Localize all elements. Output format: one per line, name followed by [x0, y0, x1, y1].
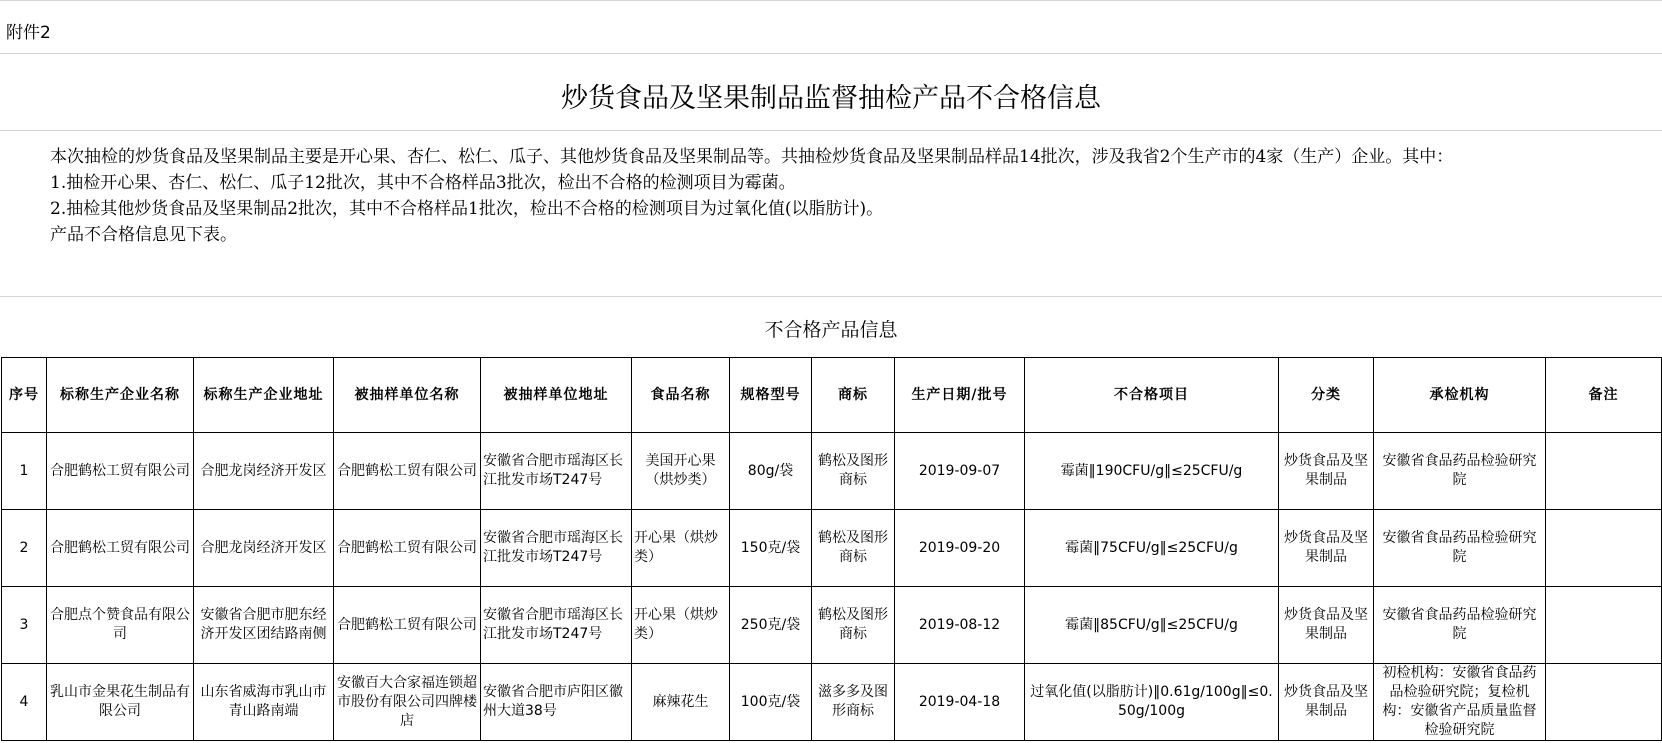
row-rule: [0, 296, 1662, 297]
cell-remarks: [1546, 587, 1662, 664]
intro-line-3: 2.抽检其他炒货食品及坚果制品2批次，其中不合格样品1批次，检出不合格的检测项目为过氧化值(以脂肪计)。: [50, 199, 884, 219]
cell-trademark: 鹤松及图形商标: [812, 587, 895, 664]
table-header-row: [2, 358, 1662, 433]
cell-category: 炒货食品及坚果制品: [1279, 664, 1374, 741]
cell-category: 炒货食品及坚果制品: [1279, 433, 1374, 510]
cell-sampled-unit-address: 安徽省合肥市庐阳区徽州大道38号: [481, 664, 632, 741]
cell-sampled-unit-address: 安徽省合肥市瑶海区长江批发市场T247号: [481, 433, 632, 510]
cell-nonconforming-item: 霉菌‖75CFU/g‖≤25CFU/g: [1025, 510, 1279, 587]
intro-text: [6, 144, 1654, 248]
table-row: [2, 510, 1662, 587]
cell-food-name: 开心果（烘炒类）: [632, 587, 730, 664]
col-header-manufacturer: 标称生产企业名称: [47, 358, 194, 433]
table-title: 不合格产品信息: [764, 319, 898, 341]
cell-production-date: 2019-04-18: [895, 664, 1025, 741]
intro-line-2: 1.抽检开心果、杏仁、松仁、瓜子12批次，其中不合格样品3批次，检出不合格的检测项目为霉菌。: [50, 173, 796, 193]
col-header-remarks: 备注: [1546, 358, 1662, 433]
col-header-index: 序号: [2, 358, 47, 433]
cell-food-name: 美国开心果（烘炒类）: [632, 433, 730, 510]
cell-testing-agency: 初检机构：安徽省食品药品检验研究院；复检机构：安徽省产品质量监督检验研究院: [1374, 664, 1546, 741]
cell-manufacturer-address: 山东省威海市乳山市青山路南端: [194, 664, 334, 741]
row-rule: [0, 130, 1662, 131]
cell-index: 1: [2, 433, 47, 510]
cell-index: 4: [2, 664, 47, 741]
cell-spec: 80g/袋: [730, 433, 812, 510]
intro-line-1: 本次抽检的炒货食品及坚果制品主要是开心果、杏仁、松仁、瓜子、其他炒货食品及坚果制品等。共抽检炒货食品及坚果制品样品14批次，涉及我省2个生产市的4家（生产）企业。其中：: [50, 147, 1454, 167]
cell-trademark: 滋多多及图形商标: [812, 664, 895, 741]
col-header-spec: 规格型号: [730, 358, 812, 433]
col-header-food-name: 食品名称: [632, 358, 730, 433]
cell-trademark: 鹤松及图形商标: [812, 433, 895, 510]
cell-production-date: 2019-09-07: [895, 433, 1025, 510]
cell-index: 2: [2, 510, 47, 587]
cell-food-name: 开心果（烘炒类）: [632, 510, 730, 587]
col-header-nonconforming-item: 不合格项目: [1025, 358, 1279, 433]
cell-manufacturer-address: 安徽省合肥市肥东经济开发区团结路南侧: [194, 587, 334, 664]
cell-spec: 100克/袋: [730, 664, 812, 741]
table-row: [2, 587, 1662, 664]
cell-manufacturer-address: 合肥龙岗经济开发区: [194, 510, 334, 587]
cell-sampled-unit: 合肥鹤松工贸有限公司: [334, 510, 481, 587]
cell-trademark: 鹤松及图形商标: [812, 510, 895, 587]
cell-nonconforming-item: 霉菌‖85CFU/g‖≤25CFU/g: [1025, 587, 1279, 664]
col-header-sampled-unit: 被抽样单位名称: [334, 358, 481, 433]
cell-sampled-unit: 合肥鹤松工贸有限公司: [334, 587, 481, 664]
cell-testing-agency: 安徽省食品药品检验研究院: [1374, 510, 1546, 587]
cell-sampled-unit-address: 安徽省合肥市瑶海区长江批发市场T247号: [481, 510, 632, 587]
cell-sampled-unit: 安徽百大合家福连锁超市股份有限公司四牌楼店: [334, 664, 481, 741]
nonconforming-products-table: [1, 357, 1662, 741]
col-header-category: 分类: [1279, 358, 1374, 433]
table-row: [2, 433, 1662, 510]
cell-sampled-unit-address: 安徽省合肥市瑶海区长江批发市场T247号: [481, 587, 632, 664]
cell-category: 炒货食品及坚果制品: [1279, 587, 1374, 664]
cell-production-date: 2019-09-20: [895, 510, 1025, 587]
cell-spec: 250克/袋: [730, 587, 812, 664]
cell-manufacturer: 合肥鹤松工贸有限公司: [47, 433, 194, 510]
page-title: 炒货食品及坚果制品监督抽检产品不合格信息: [561, 83, 1101, 114]
cell-index: 3: [2, 587, 47, 664]
col-header-sampled-unit-address: 被抽样单位地址: [481, 358, 632, 433]
table-row: [2, 664, 1662, 741]
cell-food-name: 麻辣花生: [632, 664, 730, 741]
cell-remarks: [1546, 433, 1662, 510]
cell-remarks: [1546, 664, 1662, 741]
cell-spec: 150克/袋: [730, 510, 812, 587]
cell-category: 炒货食品及坚果制品: [1279, 510, 1374, 587]
cell-testing-agency: 安徽省食品药品检验研究院: [1374, 587, 1546, 664]
col-header-trademark: 商标: [812, 358, 895, 433]
cell-nonconforming-item: 过氧化值(以脂肪计)‖0.61g/100g‖≤0.50g/100g: [1025, 664, 1279, 741]
cell-manufacturer-address: 合肥龙岗经济开发区: [194, 433, 334, 510]
cell-production-date: 2019-08-12: [895, 587, 1025, 664]
cell-sampled-unit: 合肥鹤松工贸有限公司: [334, 433, 481, 510]
top-rule: [0, 0, 1662, 1]
cell-manufacturer: 合肥鹤松工贸有限公司: [47, 510, 194, 587]
intro-line-4: 产品不合格信息见下表。: [50, 225, 237, 245]
col-header-production-date: 生产日期/批号: [895, 358, 1025, 433]
cell-testing-agency: 安徽省食品药品检验研究院: [1374, 433, 1546, 510]
cell-manufacturer: 乳山市金果花生制品有限公司: [47, 664, 194, 741]
col-header-manufacturer-address: 标称生产企业地址: [194, 358, 334, 433]
attachment-label: 附件2: [6, 23, 51, 43]
row-rule: [0, 53, 1662, 54]
cell-remarks: [1546, 510, 1662, 587]
col-header-testing-agency: 承检机构: [1374, 358, 1546, 433]
cell-nonconforming-item: 霉菌‖190CFU/g‖≤25CFU/g: [1025, 433, 1279, 510]
cell-manufacturer: 合肥点个赞食品有限公司: [47, 587, 194, 664]
